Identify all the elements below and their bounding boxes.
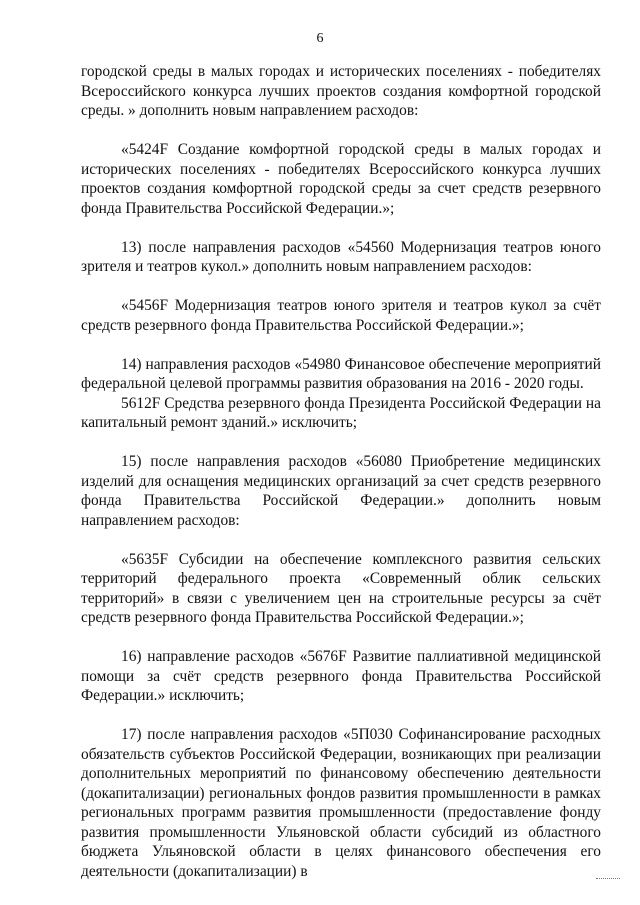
paragraph-item-16: 16) направление расходов «5676F Развитие паллиативной медицинской помощи за счёт средств резервного фонда Правительства Российской Федерации.» исключить;: [81, 648, 601, 704]
paragraph-item-13: 13) после направления расходов «54560 Модернизация театров юного зрителя и театров кукол.» дополнить новым направлением расходов:: [81, 238, 601, 275]
paragraph-item-17: 17) после направления расходов «5П030 Софинансирование расходных обязательств субъектов Российской Федерации, возникающих при реализации дополнительных мероприятий по финансовому обеспечению деятельности (докапитализации) региональных фондов развития промышленности в рамках региональных программ развития промышленности (предоставление фонду развития промышленности Ульяновской области субсидий из областного бюджета Ульяновской области в целях финансового обеспечения его деятельности (докапитализации) в: [81, 726, 601, 880]
paragraph-continuation: городской среды в малых городах и исторических поселениях - победителях Всероссийского конкурса лучших проектов создания комфортной городской среды. » дополнить новым направлением расходов:: [81, 63, 601, 119]
page-number: 6: [316, 31, 324, 46]
paragraph-item-14: 14) направления расходов «54980 Финансовое обеспечение мероприятий федеральной целевой программы развития образования на 2016 - 2020 годы.: [81, 355, 601, 392]
paragraph-5456f: «5456F Модернизация театров юного зрителя и театров кукол за счёт средств резервного фонда Правительства Российской Федерации.»;: [81, 297, 601, 334]
paragraph-5635f: «5635F Субсидии на обеспечение комплексного развития сельских территорий федерального проекта «Современный облик сельских территорий» в связи с увеличением цен на строительные ресурсы за счёт средств резервного фонда Правительства Российской Федерации.»;: [81, 550, 601, 626]
paragraph-item-15: 15) после направления расходов «56080 Приобретение медицинских изделий для оснащения медицинских организаций за счет средств резервного фонда Правительства Российской Федерации.» дополнить новым направлением расходов:: [81, 453, 601, 529]
paragraph-5424f: «5424F Создание комфортной городской среды в малых городах и исторических поселениях - победителях Всероссийского конкурса лучших проектов создания комфортной городской среды за счет средств резервного фонда Правительства Российской Федерации.»;: [81, 141, 601, 217]
paragraph-5612f: 5612F Средства резервного фонда Президента Российской Федерации на капитальный ремонт зданий.» исключить;: [81, 394, 601, 431]
document-body: [81, 62, 601, 881]
scan-artifact: [596, 878, 620, 883]
